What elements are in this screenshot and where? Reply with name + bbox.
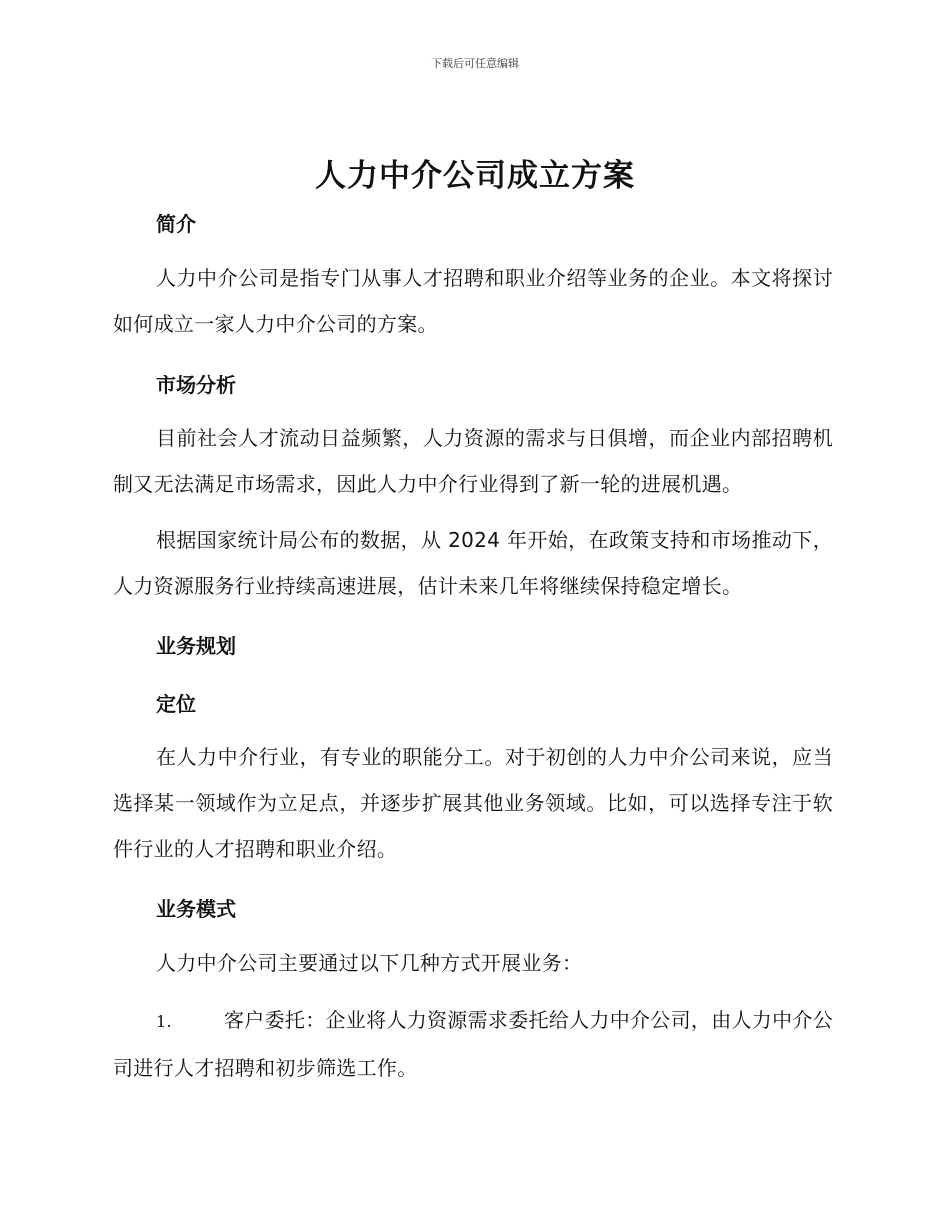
- document-title: 人力中介公司成立方案: [315, 158, 635, 194]
- list-item-number: 1.: [156, 1012, 172, 1031]
- paragraph-market-2: 根据国家统计局公布的数据，从 2024 年开始，在政策支持和市场推动下，人力资源服务行业持续高速进展，估计未来几年将继续保持稳定增长。: [113, 528, 833, 598]
- paragraph-market-1: 目前社会人才流动日益频繁，人力资源的需求与日俱增，而企业内部招聘机制又无法满足市场需求，因此人力中介行业得到了新一轮的进展机遇。: [113, 426, 833, 496]
- section-heading-intro: 简介: [156, 212, 196, 236]
- list-item-text: 客户委托：企业将人力资源需求委托给人力中介公司，由人力中介公司进行人才招聘和初步筛选工作。: [113, 1008, 833, 1080]
- header-note: 下载后可任意编辑: [431, 57, 519, 70]
- subsection-heading-position: 定位: [156, 692, 196, 716]
- section-heading-market: 市场分析: [156, 373, 236, 397]
- subsection-heading-mode: 业务模式: [156, 897, 236, 921]
- section-heading-business: 业务规划: [156, 634, 236, 658]
- list-item: [113, 997, 833, 1091]
- paragraph-intro: 人力中介公司是指专门从事人才招聘和职业介绍等业务的企业。本文将探讨如何成立一家人力中介公司的方案。: [113, 266, 833, 336]
- paragraph-position: 在人力中介行业，有专业的职能分工。对于初创的人力中介公司来说，应当选择某一领域作为立足点，并逐步扩展其他业务领域。比如，可以选择专注于软件行业的人才招聘和职业介绍。: [113, 745, 833, 861]
- paragraph-mode: 人力中介公司主要通过以下几种方式开展业务：: [156, 951, 583, 975]
